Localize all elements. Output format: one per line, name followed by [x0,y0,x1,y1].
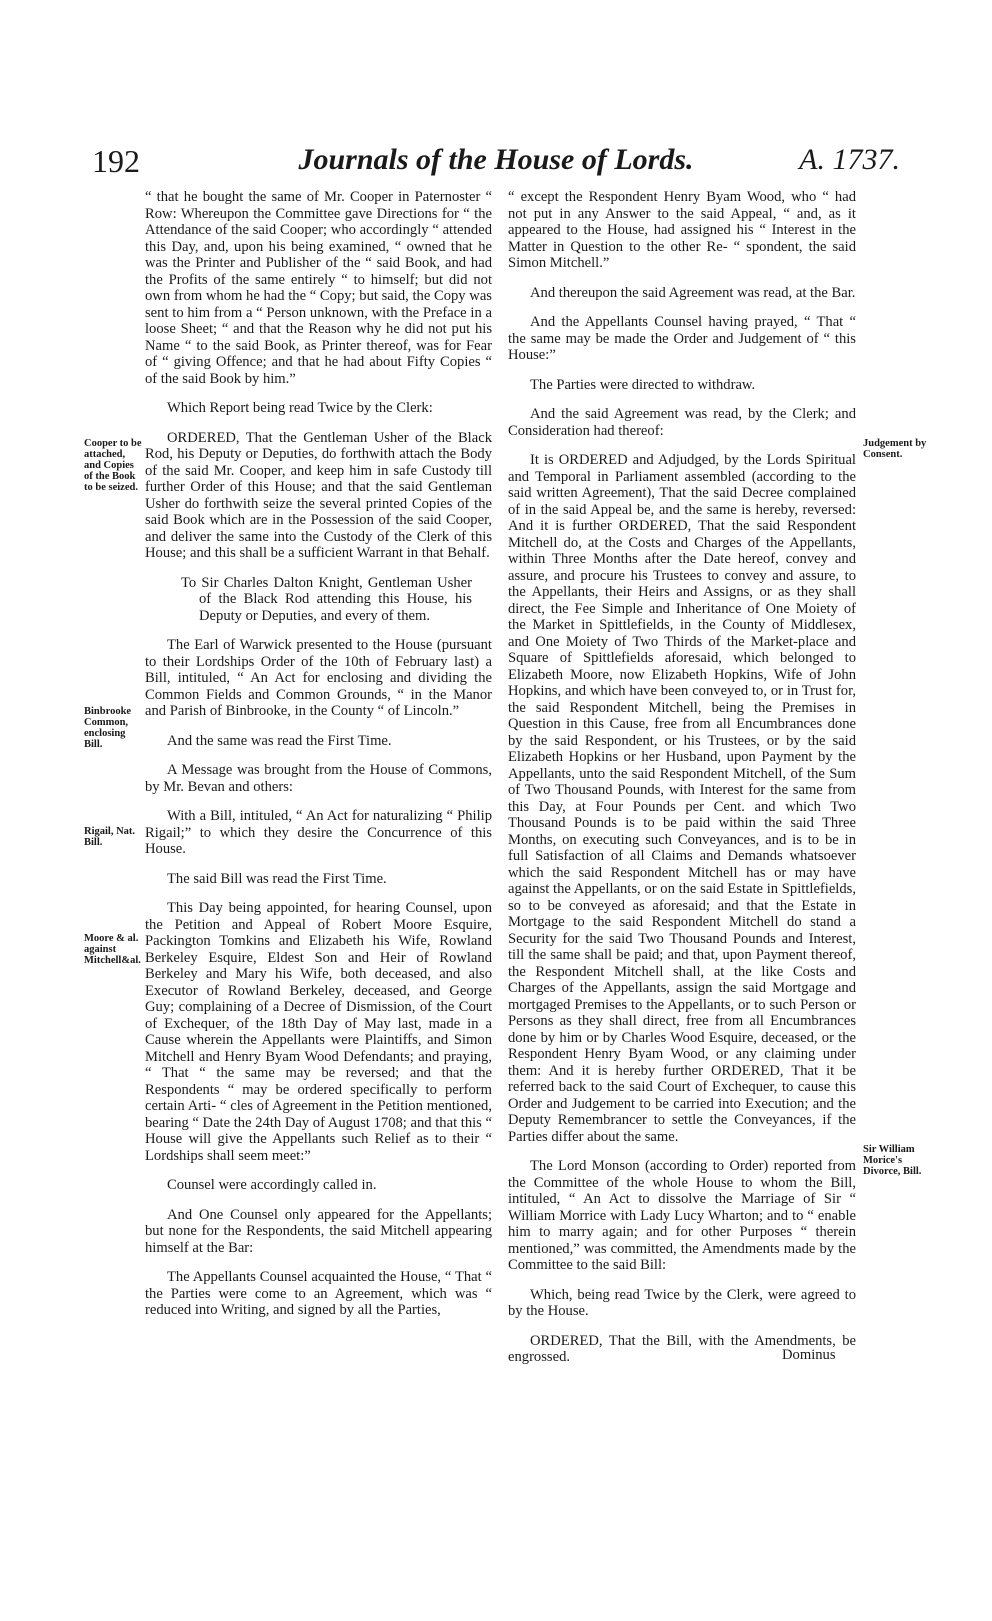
paragraph: With a Bill, intituled, “ An Act for naturalizing “ Philip Rigail;” to which they desire the Concurrence of this House. [145,808,492,857]
margin-note-moore: Moore & al. against Mitchell&al. [84,933,141,966]
paragraph: Which Report being read Twice by the Clerk: [167,400,433,416]
margin-note-binbrooke: Binbrooke Common, enclosing Bill. [84,706,132,750]
margin-note-morice: Sir William Morice's Divorce, Bill. [863,1144,922,1177]
paragraph: And the same was read the First Time. [167,732,392,749]
paragraph: And the Appellants Counsel having prayed, “ That “ the same may be made the Order and Judgement of “ this House:” [508,314,856,363]
running-title: Journals of the House of Lords. [298,143,694,176]
catchword: Dominus [782,1347,836,1363]
paragraph: This Day being appointed, for hearing Counsel, upon the Petition and Appeal of Robert Moore Esquire, Packington Tomkins and Elizabeth his Wife, Rowland Berkeley Esquire, Eldest Son and Heir of Rowland Berkeley and Mary his Wife, both deceased, and also Executor of Rowland Berkeley, deceased, and George Guy; complaining of a Decree of Dismission, of the Court of Exchequer, of the 18th Day of May last, made in a Cause wherein the Appellants were Plaintiffs, and Simon Mitchell and Henry Byam Wood Defendants; and praying, “ That “ the same may be reversed; and that the Respondents “ may be ordered specifically to perform certain Arti- “ cles of Agreement in the Petition mentioned, bearing “ Date the 24th Day of August 1708; and that this “ House will give the Appellants such Relief as to their “ Lordships shall seem meet:” [145,900,492,1164]
paragraph: “ that he bought the same of Mr. Cooper in Paternoster “ Row: Whereupon the Committee gave Directions for “ the Attendance of the said Cooper; who accordingly “ attended this Day, and, upon his being examined, “ owned that he was the Printer and Publisher of the “ said Book, and had the Profits of the same entirely “ to himself; but did not own from whom he had the “ Copy; but said, the Copy was sent to him from a “ Person unknown, with the Preface in a loose Sheet; “ and that the Reason why he did not put his Name “ to the said Book, as Printer thereof, was for Fear of “ giving Offence; and that he had about Fifty Copies “ of the said Book by him.” [145,189,492,387]
year-label: A. 1737. [799,143,900,176]
margin-note-judgement: Judgement by Consent. [863,438,927,460]
paragraph: ORDERED, That the Gentleman Usher of the Black Rod, his Deputy or Deputies, do forthwith attach the Body of the said Mr. Cooper, and keep him in safe Custody till further Order of this House; and that the said Gentleman Usher do forthwith seize the several printed Copies of the said Book which are in the Possession of the said Cooper, and deliver the same into the Custody of the Clerk of this House; and this shall be a sufficient Warrant in that Behalf. [145,429,492,561]
paragraph: And thereupon the said Agreement was read, at the Bar. [530,284,856,301]
page-number: 192 [92,143,140,179]
paragraph: The Lord Monson (according to Order) reported from the Committee of the whole House to whom the Bill, intituled, “ An Act to dissolve the Marriage of Sir “ William Morrice with Lady Lucy Wharton; and to “ enable him to marry again; and for other Purposes “ therein mentioned,” was committed, the Amendments made by the Committee to the said Bill: [508,1158,856,1273]
paragraph: ORDERED, That the Bill, with the Amendments, be engrossed. [508,1332,856,1365]
paragraph: And One Counsel only appeared for the Appellants; but none for the Respondents, the said Mitchell appearing himself at the Bar: [145,1206,492,1256]
right-column [508,189,856,1379]
paragraph: And the said Agreement was read, by the Clerk; and Consideration had thereof: [508,406,856,439]
paragraph: Counsel were accordingly called in. [167,1177,377,1193]
paragraph: The Appellants Counsel acquainted the House, “ That “ the Parties were come to an Agreement, which was “ reduced into Writing, and signed by all the Parties, [145,1269,492,1318]
paragraph: A Message was brought from the House of Commons, by Mr. Bevan and others: [145,762,492,795]
paragraph: Which, being read Twice by the Clerk, were agreed to by the House. [508,1286,856,1319]
paragraph: The Parties were directed to withdraw. [530,376,756,393]
left-column [145,189,492,1332]
page-header [0,143,992,187]
warrant-address: To Sir Charles Dalton Knight, Gentleman Usher of the Black Rod attending this House, his Deputy or Deputies, and every of them. [181,574,472,624]
paragraph: “ except the Respondent Henry Byam Wood, who “ had not put in any Answer to the said Appeal, “ and, as it appeared to the House, had assigned his “ Interest in the Matter in Question to the other Re- “ spondent, the said Simon Mitchell.” [508,189,856,271]
paragraph: The Earl of Warwick presented to the House (pursuant to their Lordships Order of the 10th of February last) a Bill, intituled, “ An Act for enclosing and dividing the Common Fields and Common Grounds, “ in the Manor and Parish of Binbrooke, in the County “ of Lincoln.” [145,637,492,719]
paragraph: It is ORDERED and Adjudged, by the Lords Spiritual and Temporal in Parliament assembled (according to the said written Agreement), That the said Decree complained of in the said Appeal be, and the same is hereby, reversed: And it is further ORDERED, That the said Respondent Mitchell do, at the Costs and Charges of the Appellants, within Three Months after the Date hereof, convey and assure, and procure his Trustees to convey and assure, to the Appellants, their Heirs and Assigns, or as they shall direct, the Fee Simple and Inheritance of One Moiety of the Market in Spittlefields, in the County of Middlesex, and One Moiety of Two Thirds of the Market-place and Square of Spittlefields aforesaid, which belonged to Elizabeth Moore, now Elizabeth Hopkins, Wife of John Hopkins, and which have been conveyed to, or in Trust for, the said Respondent Mitchell, being the Premises in Question in this Cause, free from all Encumbrances done by the said Respondent, or his Trustees, or by the said Elizabeth Hopkins or her Husband, upon Payment by the Appellants, unto the said Respondent Mitchell, of the Sum of Two Thousand Pounds, with Interest for the same from this Day, at Four Pounds per Cent. and which Two Thousand Pounds is to be paid within the said Three Months, on executing such Conveyances, and is to be in full Satisfaction of all Claims and Demands whatsoever which the said Respondent Mitchell has or may have against the Appellants, or on the said Estate in Spittlefields, so to be conveyed as aforesaid; and that the Estate in Mortgage to the said Respondent Mitchell do stand a Security for the said Two Thousand Pounds and Interest, till the same shall be paid; and that, upon Payment thereof, the Respondent Mitchell shall, at the like Costs and Charges of the Appellants, assign the said Mortgage and mortgaged Premises to the Appellants, or to such Person or Persons as they shall direct, free from all Encumbrances done by him or by Charles Wood Esquire, deceased, or the Respondent Henry Byam Wood, or any claiming under them: And it is hereby further ORDERED, That it be referred back to the said Court of Exchequer, to cause this Order and Judgement to be carried into Execution; and the Deputy Remembrancer to settle the Conveyances, if the Parties differ about the same. [508,452,856,1145]
paragraph: The said Bill was read the First Time. [167,870,387,887]
margin-note-cooper: Cooper to be attached, and Copies of the Book to be seized. [84,438,142,493]
margin-note-rigail: Rigail, Nat. Bill. [84,826,136,848]
